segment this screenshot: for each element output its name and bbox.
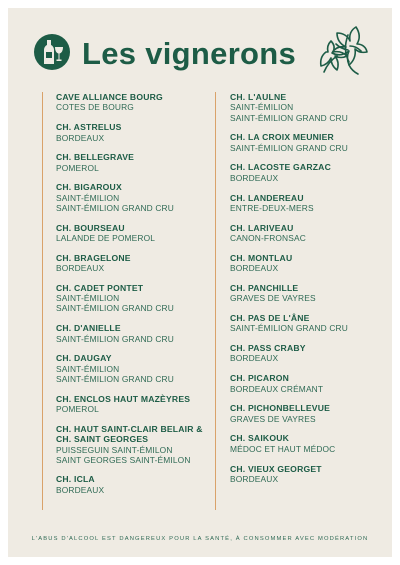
winery-appellation: POMEROL (56, 404, 99, 414)
winery-name: CH. MONTLAU (230, 252, 293, 263)
winery-entry (230, 162, 390, 183)
winery-name: CH. PAS DE L'ÂNE (230, 312, 310, 323)
winery-appellation: SAINT-ÉMILION GRAND CRU (56, 202, 174, 213)
winery-appellation: SAINT-ÉMILION (230, 102, 294, 113)
winery-entry (230, 433, 390, 454)
winery-name: CH. HAUT SAINT-CLAIR BELAIR & CH. SAINT GEORGES (56, 423, 203, 445)
winery-name: CH. PANCHILLE (230, 282, 299, 293)
winery-appellation: LALANDE DE POMEROL (56, 233, 156, 244)
winery-appellation: ENTRE-DEUX-MERS (230, 202, 314, 213)
winery-entry (56, 223, 216, 244)
winery-entry (230, 92, 390, 123)
winery-appellation: SAINT-ÉMILION GRAND CRU (56, 373, 174, 384)
right-column (230, 92, 390, 494)
winery-entry (56, 353, 216, 384)
winery-name: CH. ASTRELUS (56, 122, 122, 133)
winery-name: CH. PICHONBELLEVUE (230, 403, 331, 414)
winery-name: CH. LANDEREAU (230, 192, 304, 203)
winery-name: CH. L'AULNE (230, 92, 287, 102)
winery-appellation: POMEROL (56, 162, 99, 173)
winery-appellation: MÉDOC ET HAUT MÉDOC (230, 443, 336, 454)
winery-name: CH. CADET PONTET (56, 282, 144, 293)
winery-appellation: SAINT-ÉMILION GRAND CRU (56, 333, 174, 344)
winery-appellation: GRAVES DE VAYRES (230, 413, 316, 424)
health-disclaimer: L'ABUS D'ALCOOL EST DANGEREUX POUR LA SANTÉ, À CONSOMMER AVEC MODÉRATION (31, 536, 369, 542)
winery-appellation: BORDEAUX (230, 172, 279, 183)
winery-name: CH. LA CROIX MEUNIER (230, 132, 334, 143)
winery-entry (56, 92, 216, 113)
left-accent-rule (42, 92, 43, 510)
winery-appellation: COTES DE BOURG (56, 102, 134, 113)
page-title: Les vignerons (82, 36, 297, 71)
winery-entry (56, 182, 216, 213)
winery-appellation: SAINT-ÉMILION GRAND CRU (56, 303, 174, 314)
winery-name: CH. PICARON (230, 373, 290, 384)
winery-entry (230, 193, 390, 214)
winery-name: CAVE ALLIANCE BOURG (56, 92, 163, 102)
winery-entry (230, 253, 390, 274)
winery-entry (230, 403, 390, 424)
winery-entry (56, 283, 216, 314)
winery-appellation: BORDEAUX (56, 484, 105, 495)
winery-appellation: CANON-FRONSAC (230, 233, 306, 244)
winery-appellation: SAINT-ÉMILION (56, 293, 120, 304)
winery-name: CH. ICLA (56, 474, 95, 485)
winery-name: CH. BOURSEAU (56, 222, 125, 233)
winery-entry (56, 253, 216, 274)
winery-entry (230, 464, 390, 485)
wine-list-page (8, 8, 392, 557)
winery-entry (230, 343, 390, 364)
winery-appellation: PUISSEGUIN SAINT-ÉMILON (56, 444, 173, 455)
winery-appellation: BORDEAUX (230, 353, 279, 364)
winery-entry (56, 474, 216, 495)
winery-entry (56, 424, 216, 465)
vine-leaf-icon (312, 22, 370, 80)
winery-name: CH. LARIVEAU (230, 222, 294, 233)
winery-appellation: SAINT-ÉMILION GRAND CRU (230, 142, 348, 153)
winery-appellation: BORDEAUX (230, 263, 279, 274)
winery-name: CH. LACOSTE GARZAC (230, 162, 331, 173)
left-column (56, 92, 216, 505)
wine-bottle-glass-icon (34, 34, 70, 70)
winery-appellation: SAINT-ÉMILION (56, 363, 120, 374)
winery-entry (56, 394, 216, 415)
winery-entry (230, 132, 390, 153)
winery-entry (230, 373, 390, 394)
winery-appellation: BORDEAUX CRÉMANT (230, 383, 324, 394)
winery-name: CH. BIGAROUX (56, 182, 122, 193)
page-header (8, 32, 392, 76)
winery-name: CH. SAIKOUK (230, 433, 290, 444)
winery-name: CH. ENCLOS HAUT MAZÈYRES (56, 393, 191, 404)
winery-entry (56, 152, 216, 173)
winery-name: CH. VIEUX GEORGET (230, 463, 322, 474)
winery-name: CH. PASS CRABY (230, 343, 306, 354)
winery-name: CH. DAUGAY (56, 353, 112, 364)
winery-entry (230, 223, 390, 244)
winery-name: CH. BRAGELONE (56, 252, 131, 263)
winery-entry (56, 122, 216, 143)
winery-name: CH. D'ANIELLE (56, 323, 121, 334)
winery-appellation: SAINT-ÉMILION GRAND CRU (230, 112, 348, 123)
winery-entry (230, 313, 390, 334)
winery-appellation: BORDEAUX (56, 263, 105, 274)
winery-appellation: SAINT GEORGES SAINT-ÉMILON (56, 454, 191, 465)
winery-appellation: BORDEAUX (56, 132, 105, 143)
winery-appellation: BORDEAUX (230, 473, 279, 484)
winery-appellation: SAINT-ÉMILION GRAND CRU (230, 323, 348, 334)
winery-entry (230, 283, 390, 304)
winery-appellation: GRAVES DE VAYRES (230, 293, 316, 304)
winery-name: CH. BELLEGRAVE (56, 152, 135, 163)
winery-appellation: SAINT-ÉMILION (56, 192, 120, 203)
winery-entry (56, 323, 216, 344)
